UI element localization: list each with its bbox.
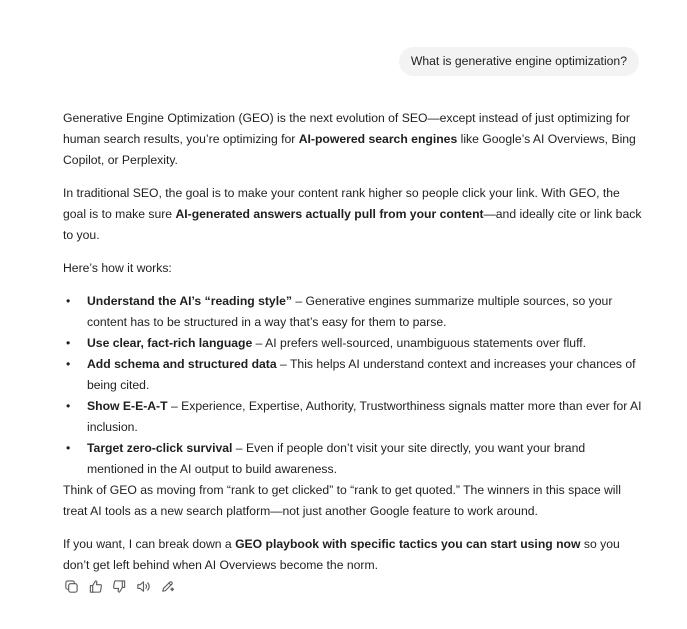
list-item <box>63 438 643 480</box>
p2-text-1: In traditional SEO, the goal is to make your content rank higher so people click your link. With GEO, the goal is to make sure <box>63 186 620 221</box>
bullet: • <box>66 357 71 371</box>
p5-text-1: If you want, I can break down a <box>63 537 236 551</box>
answer-paragraph-1 <box>63 108 643 171</box>
list-item-bold: Add schema and structured data <box>87 357 277 371</box>
answer-paragraph-4: Think of GEO as moving from “rank to get clicked” to “rank to get quoted.” The winners in this space will treat AI tools as a new search platform—not just another Google feature to work around. <box>63 483 621 518</box>
answer-paragraph-2 <box>63 183 643 246</box>
p2-bold-1: AI-generated answers actually pull from your content <box>175 207 484 221</box>
bullet: • <box>66 399 71 413</box>
p1-text-1: Generative Engine Optimization (GEO) is the next evolution of SEO—except instead of just optimizing for human search results, you’re optimizing for <box>63 111 630 146</box>
list-item-bold: Target zero-click survival <box>87 441 233 455</box>
points-list <box>63 291 643 480</box>
thumbs-up-button[interactable] <box>87 578 103 594</box>
list-item-bold: Use clear, fact-rich language <box>87 336 253 350</box>
bullet: • <box>66 336 71 350</box>
list-item <box>63 396 643 438</box>
list-item-bold: Understand the AI’s “reading style” <box>87 294 292 308</box>
message-actions <box>63 578 175 594</box>
bullet: • <box>66 441 71 455</box>
p1-text-2: like Google’s AI Overviews, Bing Copilot, or Perplexity. <box>63 132 636 167</box>
read-aloud-button[interactable] <box>135 578 151 594</box>
p1-bold-1: AI-powered search engines <box>298 132 458 146</box>
copy-icon <box>64 579 79 594</box>
p2-text-2: —and ideally cite or link back to you. <box>63 207 642 242</box>
answer-paragraph-3: Here’s how it works: <box>63 261 172 275</box>
list-item <box>63 291 643 333</box>
thumbs-down-icon <box>112 579 127 594</box>
list-item-text: – Generative engines summarize multiple sources, so your content has to be structured in a way that’s easy for them to parse. <box>87 294 613 329</box>
assistant-answer <box>63 108 643 588</box>
speaker-icon <box>136 579 151 594</box>
user-message-bubble <box>399 47 639 76</box>
edit-button[interactable] <box>159 578 175 594</box>
copy-button[interactable] <box>63 578 79 594</box>
list-item-bold: Show E-E-A-T <box>87 399 168 413</box>
thumbs-down-button[interactable] <box>111 578 127 594</box>
list-item-text: – AI prefers well-sourced, unambiguous statements over fluff. <box>252 336 587 350</box>
p5-bold-1: GEO playbook with specific tactics you can start using now <box>235 537 581 551</box>
p5-text-2: so you don’t get left behind when AI Overviews become the norm. <box>63 537 620 572</box>
list-item-text: – Even if people don’t visit your site directly, you want your brand mentioned in the AI output to build awareness. <box>87 441 586 476</box>
answer-paragraph-5 <box>63 534 643 576</box>
list-item <box>63 333 643 354</box>
list-item-text: – Experience, Expertise, Authority, Trustworthiness signals matter more than ever for AI inclusion. <box>87 399 642 434</box>
list-item-text: – This helps AI understand context and increases your chances of being cited. <box>87 357 636 392</box>
list-item <box>63 354 643 396</box>
user-message-text: What is generative engine optimization? <box>410 54 627 68</box>
bullet: • <box>66 294 71 308</box>
edit-icon <box>160 579 175 594</box>
thumbs-up-icon <box>88 579 103 594</box>
